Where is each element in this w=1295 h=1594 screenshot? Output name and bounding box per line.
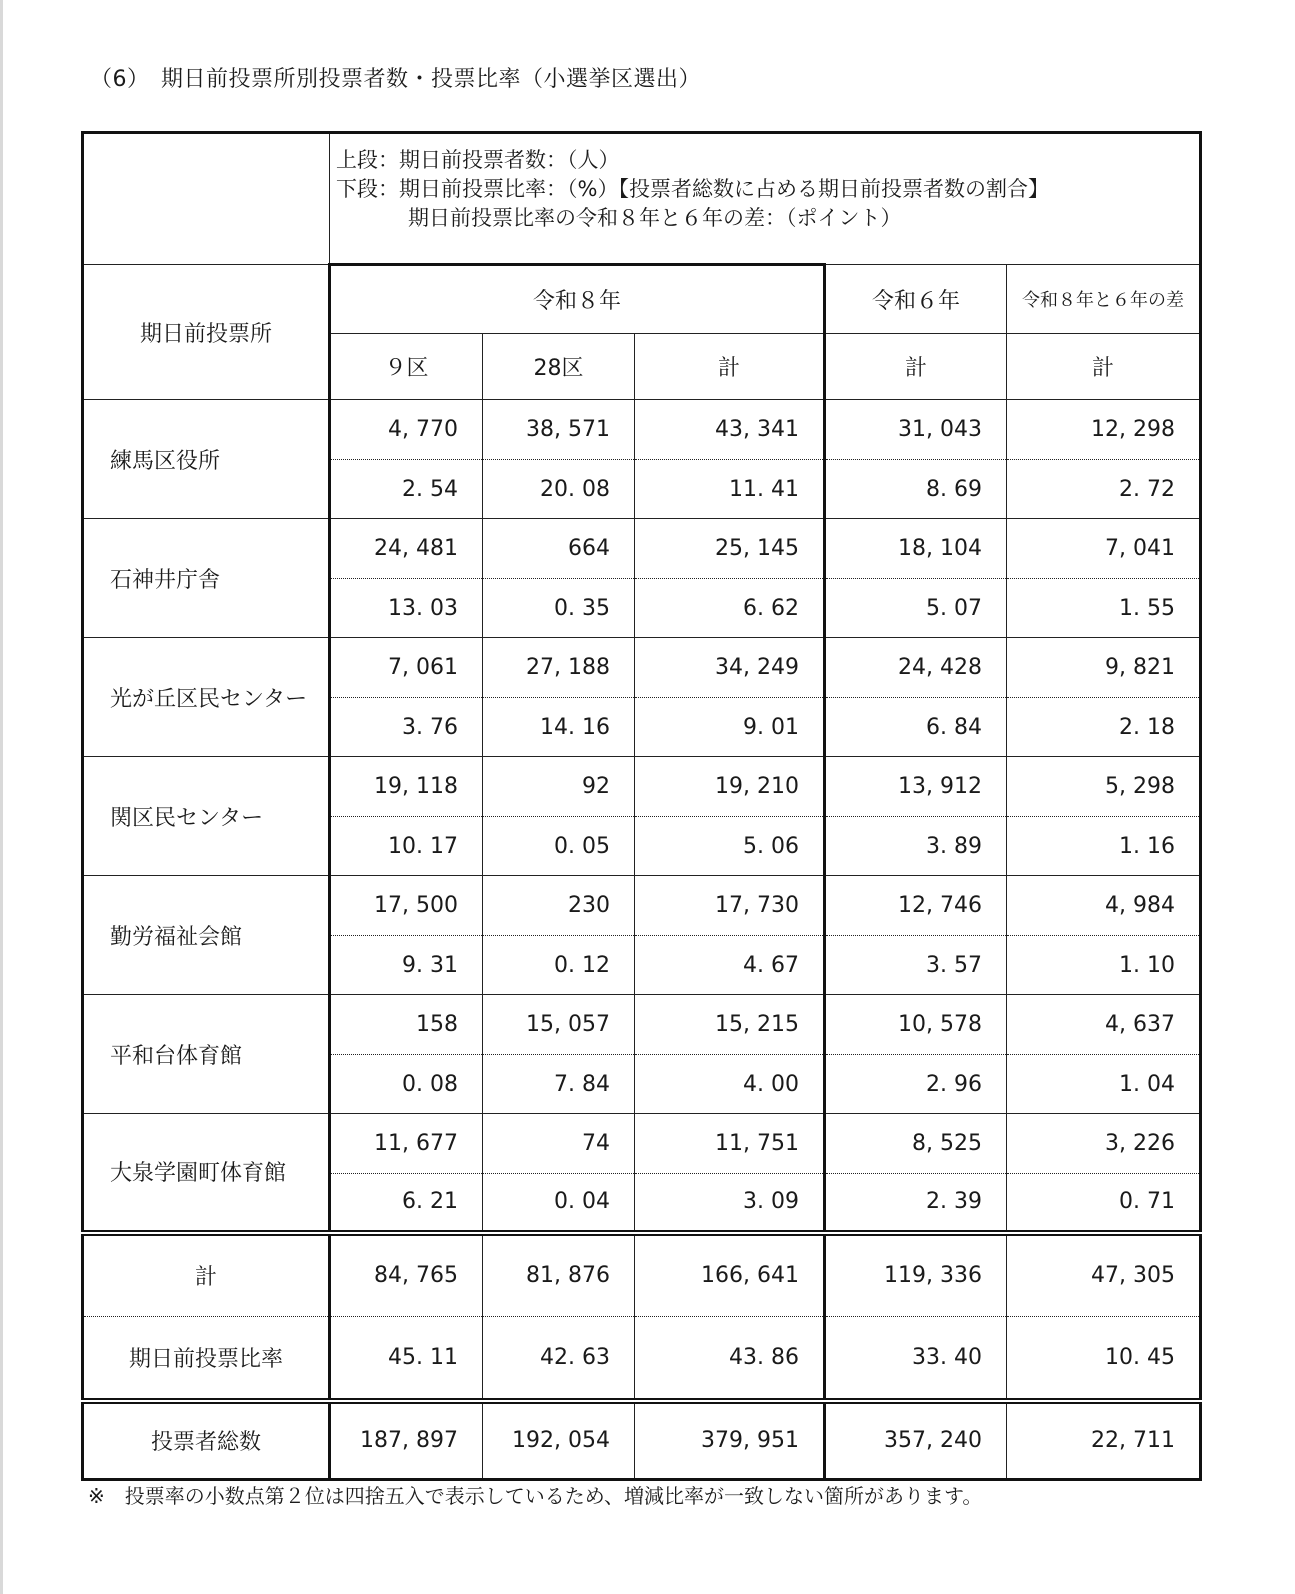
- footnote: ※ 投票率の小数点第２位は四捨五入で表示しているため、増減比率が一致しない箇所があります。: [88, 1484, 983, 1508]
- table-row: [83, 757, 1201, 817]
- table-row: [83, 519, 1201, 579]
- header-ward28: 28区: [483, 334, 635, 400]
- ratio-ward9-cell: 2. 54: [330, 460, 483, 519]
- early-ratio-diff-cell: 10. 45: [1007, 1317, 1201, 1401]
- ratio-diff-cell: 1. 55: [1007, 579, 1201, 638]
- early-voting-table: [81, 131, 1202, 1481]
- ratio-ward9-cell: 3. 76: [330, 698, 483, 757]
- early-ratio-row: [83, 1317, 1201, 1401]
- ratio-r6-cell: 8. 69: [825, 460, 1007, 519]
- grand-total-ward9-cell: 187, 897: [330, 1401, 483, 1480]
- voters-total-r8-cell: 15, 215: [635, 995, 825, 1055]
- voters-total-r8-cell: 43, 341: [635, 400, 825, 460]
- grand-total-row: [83, 1401, 1201, 1480]
- table-row: [83, 638, 1201, 698]
- voters-total-r8-cell: 11, 751: [635, 1114, 825, 1174]
- page-edge: [0, 0, 3, 1594]
- section-title: （6） 期日前投票所別投票者数・投票比率（小選挙区選出）: [90, 67, 701, 92]
- table-row: [83, 400, 1201, 460]
- table-row: [83, 876, 1201, 936]
- place-name: 光が丘区民センター: [83, 638, 330, 757]
- voters-ward28-cell: 15, 057: [483, 995, 635, 1055]
- ratio-diff-cell: 1. 04: [1007, 1055, 1201, 1114]
- ratio-total-r8-cell: 4. 67: [635, 936, 825, 995]
- voters-diff-cell: 4, 637: [1007, 995, 1201, 1055]
- ratio-ward9-cell: 13. 03: [330, 579, 483, 638]
- header-total-r8: 計: [635, 334, 825, 400]
- voters-r6-cell: 31, 043: [825, 400, 1007, 460]
- header-place: 期日前投票所: [83, 265, 330, 400]
- place-name: 大泉学園町体育館: [83, 1114, 330, 1233]
- ratio-diff-cell: 2. 72: [1007, 460, 1201, 519]
- legend-line-1: 上段：期日前投票者数：（人）: [336, 148, 620, 172]
- ratio-total-r8-cell: 6. 62: [635, 579, 825, 638]
- header-diff: 令和８年と６年の差: [1007, 265, 1201, 334]
- voters-r6-cell: 10, 578: [825, 995, 1007, 1055]
- header-total-r6: 計: [825, 334, 1007, 400]
- voters-ward9-cell: 158: [330, 995, 483, 1055]
- ratio-diff-cell: 0. 71: [1007, 1174, 1201, 1233]
- total-ward9-cell: 84, 765: [330, 1233, 483, 1317]
- table-row: [83, 995, 1201, 1055]
- voters-ward9-cell: 17, 500: [330, 876, 483, 936]
- voters-diff-cell: 5, 298: [1007, 757, 1201, 817]
- voters-diff-cell: 3, 226: [1007, 1114, 1201, 1174]
- ratio-ward9-cell: 9. 31: [330, 936, 483, 995]
- place-name: 石神井庁舎: [83, 519, 330, 638]
- voters-r6-cell: 24, 428: [825, 638, 1007, 698]
- early-ratio-total-r8-cell: 43. 86: [635, 1317, 825, 1401]
- grand-total-ward28-cell: 192, 054: [483, 1401, 635, 1480]
- voters-ward28-cell: 38, 571: [483, 400, 635, 460]
- ratio-diff-cell: 2. 18: [1007, 698, 1201, 757]
- voters-r6-cell: 12, 746: [825, 876, 1007, 936]
- voters-diff-cell: 12, 298: [1007, 400, 1201, 460]
- voters-diff-cell: 4, 984: [1007, 876, 1201, 936]
- ratio-ward9-cell: 6. 21: [330, 1174, 483, 1233]
- header-r8: 令和８年: [330, 265, 825, 334]
- early-ratio-r6-cell: 33. 40: [825, 1317, 1007, 1401]
- legend-cell: [330, 133, 1201, 265]
- voters-ward28-cell: 230: [483, 876, 635, 936]
- voters-ward9-cell: 11, 677: [330, 1114, 483, 1174]
- grand-total-total-r8-cell: 379, 951: [635, 1401, 825, 1480]
- ratio-total-r8-cell: 5. 06: [635, 817, 825, 876]
- ratio-total-r8-cell: 9. 01: [635, 698, 825, 757]
- ratio-ward28-cell: 0. 04: [483, 1174, 635, 1233]
- voters-total-r8-cell: 19, 210: [635, 757, 825, 817]
- voters-ward28-cell: 27, 188: [483, 638, 635, 698]
- place-name: 平和台体育館: [83, 995, 330, 1114]
- ratio-ward28-cell: 0. 12: [483, 936, 635, 995]
- voters-diff-cell: 7, 041: [1007, 519, 1201, 579]
- ratio-r6-cell: 3. 57: [825, 936, 1007, 995]
- voters-ward28-cell: 74: [483, 1114, 635, 1174]
- ratio-ward28-cell: 14. 16: [483, 698, 635, 757]
- header-total-diff: 計: [1007, 334, 1201, 400]
- voters-ward9-cell: 24, 481: [330, 519, 483, 579]
- ratio-r6-cell: 3. 89: [825, 817, 1007, 876]
- total-diff-cell: 47, 305: [1007, 1233, 1201, 1317]
- grand-total-diff-cell: 22, 711: [1007, 1401, 1201, 1480]
- ratio-diff-cell: 1. 10: [1007, 936, 1201, 995]
- legend-line-2: 下段：期日前投票比率：（%）【投票者総数に占める期日前投票者数の割合】: [336, 177, 1049, 201]
- total-r6-cell: 119, 336: [825, 1233, 1007, 1317]
- ratio-ward28-cell: 0. 35: [483, 579, 635, 638]
- place-name: 関区民センター: [83, 757, 330, 876]
- voters-r6-cell: 13, 912: [825, 757, 1007, 817]
- legend-line-3: 期日前投票比率の令和８年と６年の差：（ポイント）: [408, 206, 902, 230]
- voters-ward28-cell: 92: [483, 757, 635, 817]
- legend-row: [83, 133, 1201, 265]
- voters-ward9-cell: 7, 061: [330, 638, 483, 698]
- ratio-total-r8-cell: 4. 00: [635, 1055, 825, 1114]
- place-name: 練馬区役所: [83, 400, 330, 519]
- ratio-total-r8-cell: 11. 41: [635, 460, 825, 519]
- voters-ward9-cell: 4, 770: [330, 400, 483, 460]
- voters-total-r8-cell: 25, 145: [635, 519, 825, 579]
- grand-total-r6-cell: 357, 240: [825, 1401, 1007, 1480]
- voters-r6-cell: 18, 104: [825, 519, 1007, 579]
- ratio-r6-cell: 6. 84: [825, 698, 1007, 757]
- voters-ward28-cell: 664: [483, 519, 635, 579]
- ratio-ward28-cell: 0. 05: [483, 817, 635, 876]
- ratio-r6-cell: 5. 07: [825, 579, 1007, 638]
- ratio-diff-cell: 1. 16: [1007, 817, 1201, 876]
- early-ratio-ward9-cell: 45. 11: [330, 1317, 483, 1401]
- ratio-ward9-cell: 10. 17: [330, 817, 483, 876]
- total-total-r8-cell: 166, 641: [635, 1233, 825, 1317]
- total-ward28-cell: 81, 876: [483, 1233, 635, 1317]
- header-r6: 令和６年: [825, 265, 1007, 334]
- ratio-total-r8-cell: 3. 09: [635, 1174, 825, 1233]
- early-ratio-label: 期日前投票比率: [83, 1317, 330, 1401]
- total-row: [83, 1233, 1201, 1317]
- empty-corner-cell: [83, 133, 330, 265]
- header-row-years: [83, 265, 1201, 334]
- ratio-r6-cell: 2. 39: [825, 1174, 1007, 1233]
- place-name: 勤労福祉会館: [83, 876, 330, 995]
- voters-diff-cell: 9, 821: [1007, 638, 1201, 698]
- total-label: 計: [83, 1233, 330, 1317]
- voters-ward9-cell: 19, 118: [330, 757, 483, 817]
- ratio-ward9-cell: 0. 08: [330, 1055, 483, 1114]
- voters-r6-cell: 8, 525: [825, 1114, 1007, 1174]
- voters-total-r8-cell: 34, 249: [635, 638, 825, 698]
- early-ratio-ward28-cell: 42. 63: [483, 1317, 635, 1401]
- ratio-ward28-cell: 20. 08: [483, 460, 635, 519]
- ratio-ward28-cell: 7. 84: [483, 1055, 635, 1114]
- grand-total-label: 投票者総数: [83, 1401, 330, 1480]
- table-row: [83, 1114, 1201, 1174]
- ratio-r6-cell: 2. 96: [825, 1055, 1007, 1114]
- header-ward9: ９区: [330, 334, 483, 400]
- voters-total-r8-cell: 17, 730: [635, 876, 825, 936]
